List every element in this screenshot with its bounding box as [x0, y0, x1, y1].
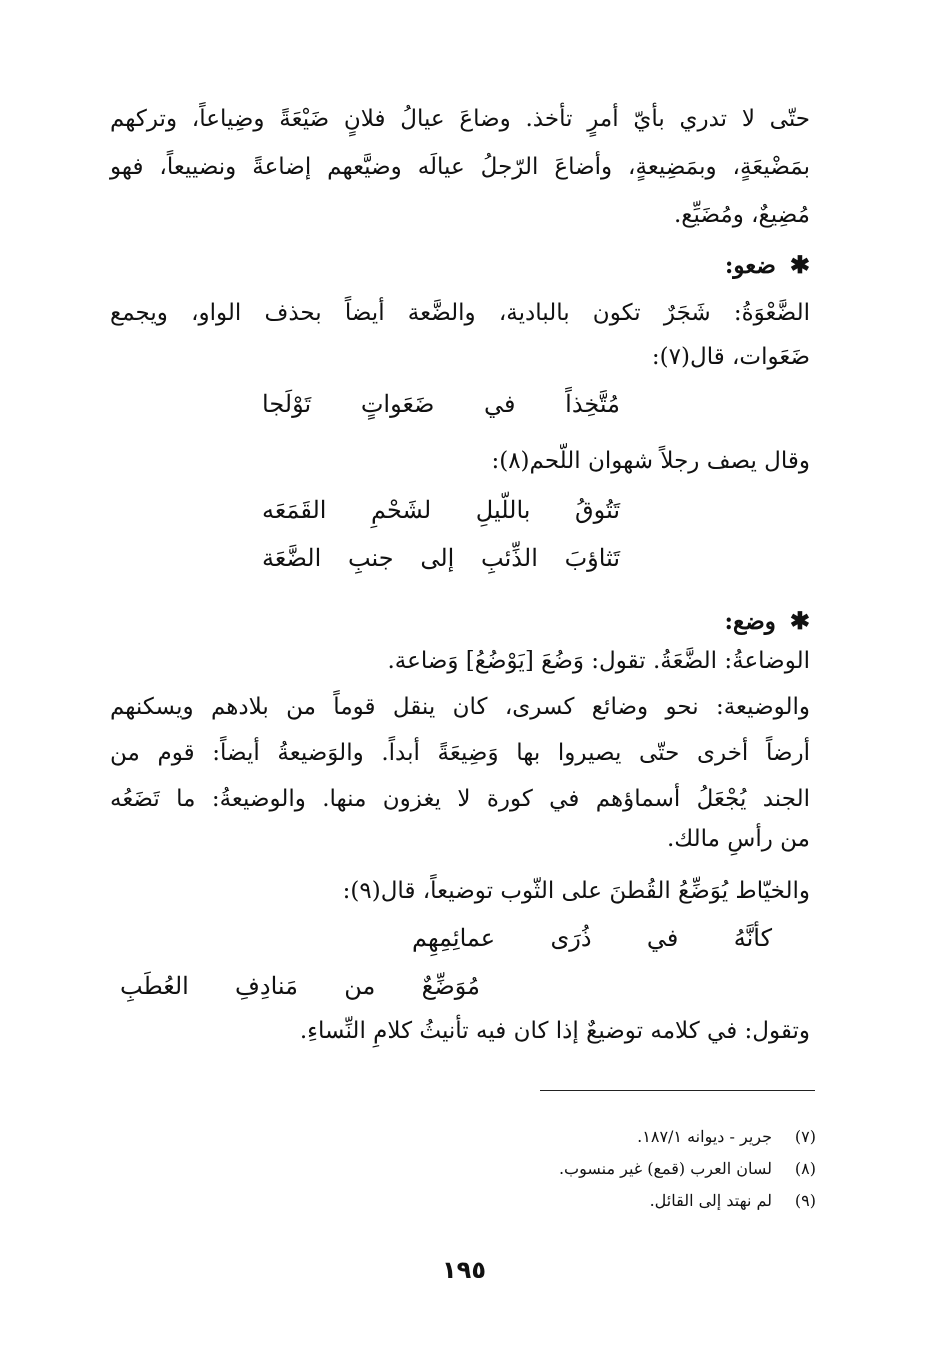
footnote-number: (٨): [794, 1159, 816, 1178]
verse-line: مُوَضِّعٌ من مَنادِفِ العُطَبِ: [120, 972, 480, 1000]
footnote-number: (٩): [794, 1191, 816, 1210]
body-line: والوضيعة: نحو وضائع كسرى، كان ينقل قوماً من بلادهم ويسكنهم: [110, 694, 810, 720]
footnote: [316, 1124, 816, 1150]
verse-line: تَثاؤبَ الذِّئبِ إلى جنبِ الضَّعَة: [262, 544, 620, 572]
body-line: ضَعَوات، قال(٧):: [651, 344, 810, 370]
footnote-text: لسان العرب (قمع) غير منسوب.: [558, 1159, 772, 1178]
body-line: مُضِيعٌ، ومُضَيِّع.: [673, 202, 810, 228]
entry-heading-text: وضع:: [724, 608, 776, 635]
body-line: حتّى لا تدري بأيّ أمرٍ تأخذ. وضاعَ عيالُ فلانٍ ضَيْعَةً وضِياعاً، وتركهم: [110, 106, 810, 132]
entry-heading-text: ضعو:: [724, 252, 776, 279]
asterisk-icon: ✱: [789, 606, 810, 635]
footnote: [316, 1188, 816, 1214]
footnote-text: جرير - ديوانه ١٨٧/١.: [637, 1127, 772, 1146]
body-line: أرضاً أخرى حتّى يصيروا بها وَضِيعَةً أبداً. والوَضيعةُ أيضاً: قوم من: [110, 740, 810, 766]
verse-line: مُتَّخِذاً في ضَعَواتٍ تَوْلَجا: [262, 390, 620, 418]
verse-line: تَتُوقُ باللّيلِ لشَحْمِ القَمَعَه: [262, 496, 620, 524]
entry-heading: [110, 604, 810, 639]
footnote: [316, 1156, 816, 1182]
entry-heading: [110, 248, 810, 283]
asterisk-icon: ✱: [789, 250, 810, 279]
body-line: الجند يُجْعَلُ أسماؤهم في كورة لا يغزون منها. والوضيعةُ: ما تَضَعُه: [110, 786, 810, 812]
body-line: الضَّعْوَةُ: شَجَرٌ تكون بالبادية، والضَّعة أيضاً بحذف الواو، ويجمع: [110, 300, 810, 326]
body-line: وتقول: في كلامه توضيعٌ إذا كان فيه تأنيثُ كلامِ النِّساءِ.: [299, 1018, 810, 1044]
footnote-number: (٧): [794, 1127, 816, 1146]
body-line: الوضاعةُ: الضَّعَةُ. تقول: وَضُعَ [يَوْضُعُ] وَضاعة.: [387, 648, 810, 674]
footnote-text: لم نهتد إلى القائل.: [649, 1191, 772, 1210]
body-line: بمَضْيعَةٍ، وبمَضِيعةٍ، وأضاعَ الرّجلُ عيالَه وضيَّعهم إضاعةً ونضييعاً، فهو: [110, 154, 810, 180]
body-line: وقال يصف رجلاً شهوان اللّحم(٨):: [491, 448, 810, 474]
body-line: والخيّاط يُوَضِّعُ القُطنَ على الثّوب توضيعاً، قال(٩):: [342, 878, 810, 904]
body-line: من رأسِ مالك.: [666, 826, 810, 852]
verse-line: كأنَّهُ في ذُرَى عمائِمِهِم: [412, 924, 772, 952]
footnote-divider: [540, 1090, 815, 1091]
page-number: ١٩٥: [442, 1256, 486, 1284]
